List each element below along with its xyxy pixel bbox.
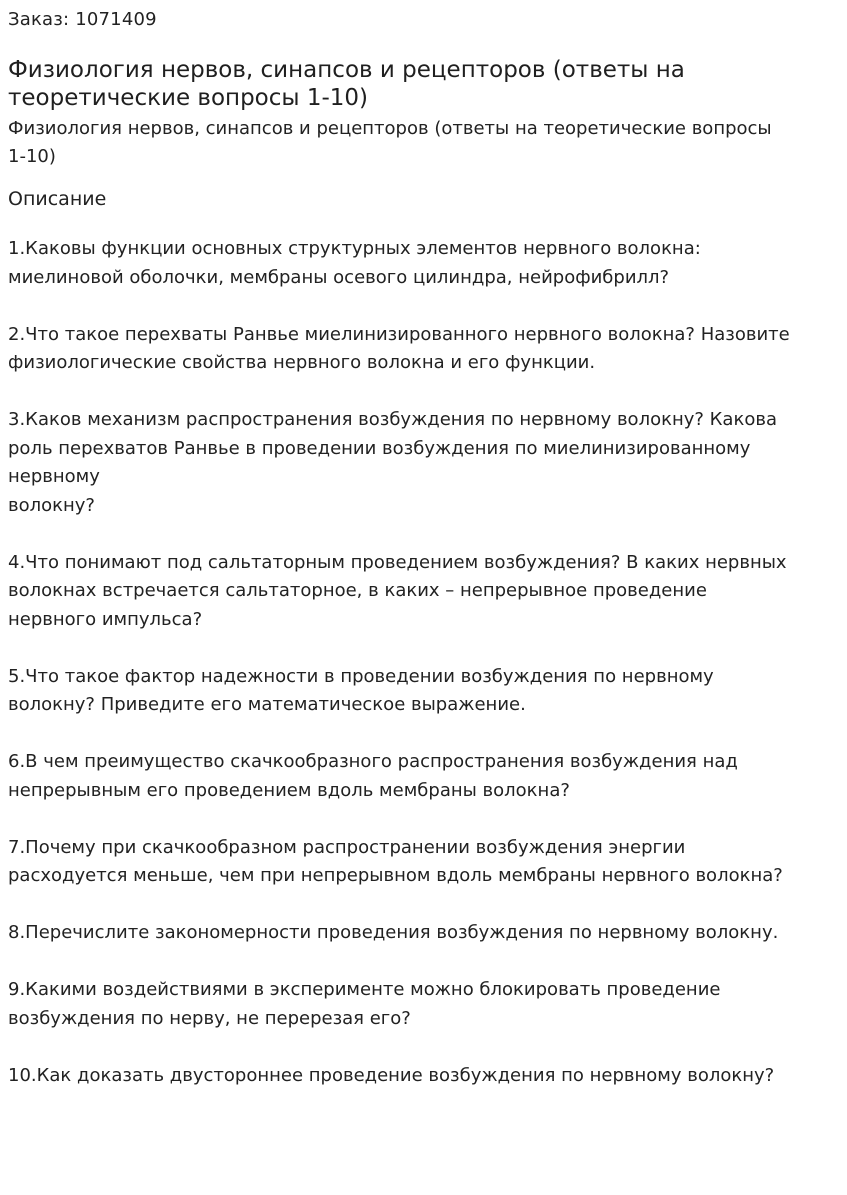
question-line: возбуждения по нерву, не перерезая его?: [8, 1007, 411, 1029]
question-line: 10.Как доказать двустороннее проведение возбуждения по нервному волокну?: [8, 1064, 775, 1086]
question-item: [8, 549, 839, 635]
question-item: [8, 235, 839, 292]
question-item: [8, 976, 839, 1033]
question-line: 9.Какими воздействиями в эксперименте можно блокировать проведение: [8, 979, 721, 1000]
question-line: волокну? Приведите его математическое выражение.: [8, 694, 526, 715]
question-line: 5.Что такое фактор надежности в проведении возбуждения по нервному: [8, 665, 714, 687]
question-item: [8, 919, 839, 948]
question-line: волокнах встречается сальтаторное, в каких – непрерывное проведение: [8, 580, 707, 601]
question-line: 7.Почему при скачкообразном распространении возбуждения энергии: [8, 836, 686, 858]
question-list: [8, 235, 839, 1090]
product-title-line: Физиология нервов, синапсов и рецепторов (ответы на: [8, 57, 685, 83]
question-line: 1.Каковы функции основных структурных элементов нервного волокна:: [8, 238, 701, 259]
product-title-line: теоретические вопросы 1-10): [8, 85, 369, 111]
product-subtitle-line: Физиология нервов, синапсов и рецепторов (ответы на теоретические вопросы: [8, 118, 772, 139]
question-line: физиологические свойства нервного волокна и его функции.: [8, 352, 596, 373]
question-line: расходуется меньше, чем при непрерывном вдоль мембраны нервного волокна?: [8, 865, 783, 886]
question-line: 6.В чем преимущество скачкообразного распространения возбуждения над: [8, 751, 738, 772]
description-label: Описание: [8, 188, 107, 210]
question-item: [8, 834, 839, 891]
question-item: [8, 663, 839, 720]
question-item: [8, 321, 839, 378]
question-line: непрерывным его проведением вдоль мембраны волокна?: [8, 779, 570, 801]
question-line: миелиновой оболочки, мембраны осевого цилиндра, нейрофибрилл?: [8, 266, 670, 288]
question-line: роль перехватов Ранвье в проведении возбуждения по миелинизированному: [8, 437, 751, 459]
question-line: нервному: [8, 466, 100, 487]
question-line: 4.Что понимают под сальтаторным проведением возбуждения? В каких нервных: [8, 551, 787, 573]
question-line: 8.Перечислите закономерности проведения возбуждения по нервному волокну.: [8, 922, 779, 943]
question-item: [8, 748, 839, 805]
order-number: Заказ: 1071409: [8, 9, 157, 30]
question-line: 3.Каков механизм распространения возбуждения по нервному волокну? Какова: [8, 409, 777, 430]
question-line: волокну?: [8, 494, 95, 516]
question-line: 2.Что такое перехваты Ранвье миелинизированного нервного волокна? Назовите: [8, 323, 790, 345]
question-item: [8, 406, 839, 520]
product-subtitle: [8, 115, 839, 171]
question-item: [8, 1062, 839, 1091]
product-title: [8, 56, 839, 112]
question-line: нервного импульса?: [8, 608, 203, 630]
product-subtitle-line: 1-10): [8, 146, 56, 167]
